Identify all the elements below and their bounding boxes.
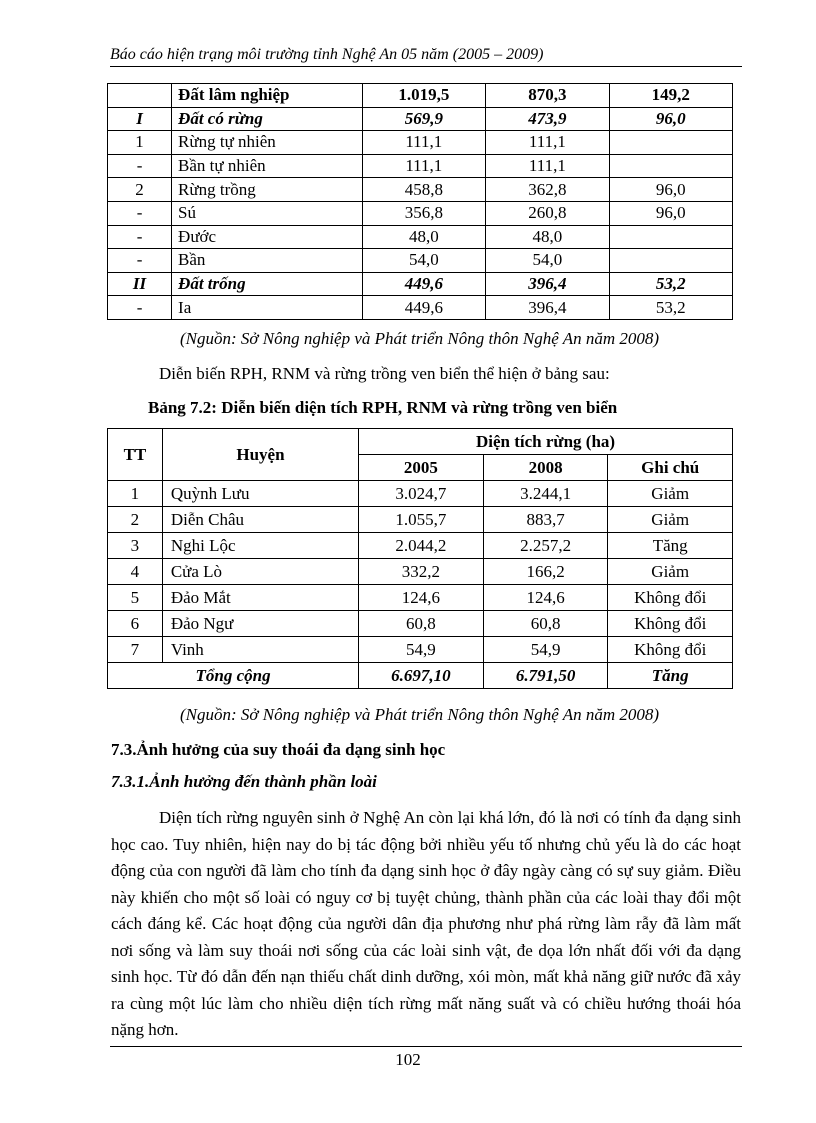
table-row <box>108 131 733 155</box>
row-value-3: 96,0 <box>609 107 732 131</box>
row-area-2005: 3.024,7 <box>359 481 484 507</box>
header-note: Ghi chú <box>608 455 733 481</box>
row-area-2008: 3.244,1 <box>483 481 608 507</box>
body-paragraph: Diện tích rừng nguyên sinh ở Nghệ An còn lại khá lớn, đó là nơi có tính đa dạng sinh học cao. Tuy nhiên, hiện nay do bị tác động bởi nhiều yếu tố nhưng chủ yếu là do các hoạt động của con người đã làm cho tính đa dạng sinh học ở đây ngày càng có sự suy giảm. Điều này khiến cho một số loài có nguy cơ bị tuyệt chủng, thành phần của các loài thay đổi một cách đáng kể. Các hoạt động của người dân địa phương như phá rừng làm rẫy đã làm mất nơi sống và làm suy thoái nơi sống của các loài sinh vật, đe dọa lớn nhất đối với đa dạng sinh học. Từ đó dẫn đến nạn thiếu chất dinh dưỡng, xói mòn, mất khả năng giữ nước đã xảy ra cùng một lúc làm cho nhiều diện tích rừng mất năng suất và có chiều hướng thoái hóa nặng hơn. <box>111 808 741 1039</box>
row-value-2: 396,4 <box>486 272 609 296</box>
row-value-1: 1.019,5 <box>362 84 486 108</box>
row-note: Không đổi <box>608 611 733 637</box>
row-value-2: 870,3 <box>486 84 609 108</box>
row-value-3: 149,2 <box>609 84 732 108</box>
table-row <box>108 84 733 108</box>
row-name: Rừng trồng <box>172 178 362 202</box>
row-district: Đảo Mắt <box>162 585 358 611</box>
row-value-2: 362,8 <box>486 178 609 202</box>
row-name: Đất có rừng <box>172 107 362 131</box>
row-note: Giảm <box>608 507 733 533</box>
row-value-3 <box>609 225 732 249</box>
table2-caption: Bảng 7.2: Diễn biến diện tích RPH, RNM và rừng trồng ven biển <box>148 398 618 417</box>
row-note: Không đổi <box>608 637 733 663</box>
table-row <box>108 107 733 131</box>
total-2005: 6.697,10 <box>359 663 484 689</box>
row-name: Đất trống <box>172 272 362 296</box>
row-value-2: 260,8 <box>486 201 609 225</box>
row-index: 7 <box>108 637 163 663</box>
row-name: Ia <box>172 296 362 320</box>
row-index: 2 <box>108 507 163 533</box>
row-index: I <box>108 107 172 131</box>
row-index: 3 <box>108 533 163 559</box>
table-row <box>108 611 733 637</box>
table-row <box>108 249 733 273</box>
row-note: Giảm <box>608 559 733 585</box>
intro-sentence: Diễn biến RPH, RNM và rừng trồng ven biển thể hiện ở bảng sau: <box>159 364 610 383</box>
table-row <box>108 178 733 202</box>
row-area-2005: 2.044,2 <box>359 533 484 559</box>
row-index: - <box>108 249 172 273</box>
row-index: - <box>108 225 172 249</box>
header-tt: TT <box>108 429 163 481</box>
coastal-forest-table <box>107 428 733 689</box>
row-value-2: 111,1 <box>486 154 609 178</box>
row-index: 1 <box>108 481 163 507</box>
row-note: Không đổi <box>608 585 733 611</box>
table-row <box>108 272 733 296</box>
row-index: 5 <box>108 585 163 611</box>
section-heading-7-3: 7.3.Ảnh hưởng của suy thoái đa dạng sinh học <box>111 740 446 759</box>
row-area-2008: 60,8 <box>483 611 608 637</box>
row-district: Quỳnh Lưu <box>162 481 358 507</box>
row-name: Đất lâm nghiệp <box>172 84 362 108</box>
row-index: 6 <box>108 611 163 637</box>
total-note: Tăng <box>608 663 733 689</box>
row-value-2: 54,0 <box>486 249 609 273</box>
table-row <box>108 507 733 533</box>
row-value-1: 449,6 <box>362 272 486 296</box>
row-note: Tăng <box>608 533 733 559</box>
table-row <box>108 637 733 663</box>
row-value-1: 449,6 <box>362 296 486 320</box>
row-value-3: 53,2 <box>609 296 732 320</box>
table-row <box>108 201 733 225</box>
row-value-1: 111,1 <box>362 154 486 178</box>
total-label: Tổng cộng <box>108 663 359 689</box>
row-index: - <box>108 296 172 320</box>
row-value-2: 473,9 <box>486 107 609 131</box>
source-note-1: (Nguồn: Sở Nông nghiệp và Phát triển Nông thôn Nghệ An năm 2008) <box>180 329 660 348</box>
body-paragraph-container <box>111 805 741 1044</box>
row-index: 4 <box>108 559 163 585</box>
row-index <box>108 84 172 108</box>
total-row <box>108 663 733 689</box>
row-value-2: 111,1 <box>486 131 609 155</box>
page-header <box>110 44 742 67</box>
header-2008: 2008 <box>483 455 608 481</box>
row-value-1: 569,9 <box>362 107 486 131</box>
row-value-3: 96,0 <box>609 178 732 202</box>
header-district: Huyện <box>162 429 358 481</box>
footer-divider <box>110 1046 742 1047</box>
row-name: Bần <box>172 249 362 273</box>
row-district: Cửa Lò <box>162 559 358 585</box>
row-value-1: 356,8 <box>362 201 486 225</box>
row-value-3 <box>609 249 732 273</box>
row-area-2008: 2.257,2 <box>483 533 608 559</box>
header-area: Diện tích rừng (ha) <box>359 429 733 455</box>
table-row <box>108 296 733 320</box>
row-note: Giảm <box>608 481 733 507</box>
row-district: Đảo Ngư <box>162 611 358 637</box>
section-heading-7-3-1: 7.3.1.Ảnh hưởng đến thành phần loài <box>111 772 377 791</box>
row-index: - <box>108 201 172 225</box>
row-index: 2 <box>108 178 172 202</box>
row-index: II <box>108 272 172 296</box>
row-value-1: 458,8 <box>362 178 486 202</box>
table-row <box>108 533 733 559</box>
source-note-2: (Nguồn: Sở Nông nghiệp và Phát triển Nông thôn Nghệ An năm 2008) <box>180 705 660 724</box>
row-index: 1 <box>108 131 172 155</box>
forest-land-table <box>107 83 733 320</box>
row-name: Sú <box>172 201 362 225</box>
row-value-1: 48,0 <box>362 225 486 249</box>
page-number: 102 <box>395 1050 421 1069</box>
row-area-2008: 54,9 <box>483 637 608 663</box>
row-value-3: 96,0 <box>609 201 732 225</box>
row-value-1: 54,0 <box>362 249 486 273</box>
row-value-3 <box>609 131 732 155</box>
row-value-2: 396,4 <box>486 296 609 320</box>
row-value-3: 53,2 <box>609 272 732 296</box>
row-area-2005: 60,8 <box>359 611 484 637</box>
table-row <box>108 585 733 611</box>
row-name: Rừng tự nhiên <box>172 131 362 155</box>
row-area-2005: 54,9 <box>359 637 484 663</box>
row-area-2005: 124,6 <box>359 585 484 611</box>
row-value-1: 111,1 <box>362 131 486 155</box>
table-row <box>108 225 733 249</box>
row-area-2008: 166,2 <box>483 559 608 585</box>
row-area-2008: 124,6 <box>483 585 608 611</box>
table-row <box>108 559 733 585</box>
table-row <box>108 481 733 507</box>
row-name: Đước <box>172 225 362 249</box>
row-district: Nghi Lộc <box>162 533 358 559</box>
table-row <box>108 154 733 178</box>
header-2005: 2005 <box>359 455 484 481</box>
row-district: Vinh <box>162 637 358 663</box>
row-value-2: 48,0 <box>486 225 609 249</box>
row-area-2005: 332,2 <box>359 559 484 585</box>
total-2008: 6.791,50 <box>483 663 608 689</box>
row-district: Diễn Châu <box>162 507 358 533</box>
row-name: Bần tự nhiên <box>172 154 362 178</box>
row-value-3 <box>609 154 732 178</box>
row-area-2008: 883,7 <box>483 507 608 533</box>
header-title: Báo cáo hiện trạng môi trường tỉnh Nghệ An 05 năm (2005 – 2009) <box>110 46 544 63</box>
row-index: - <box>108 154 172 178</box>
row-area-2005: 1.055,7 <box>359 507 484 533</box>
